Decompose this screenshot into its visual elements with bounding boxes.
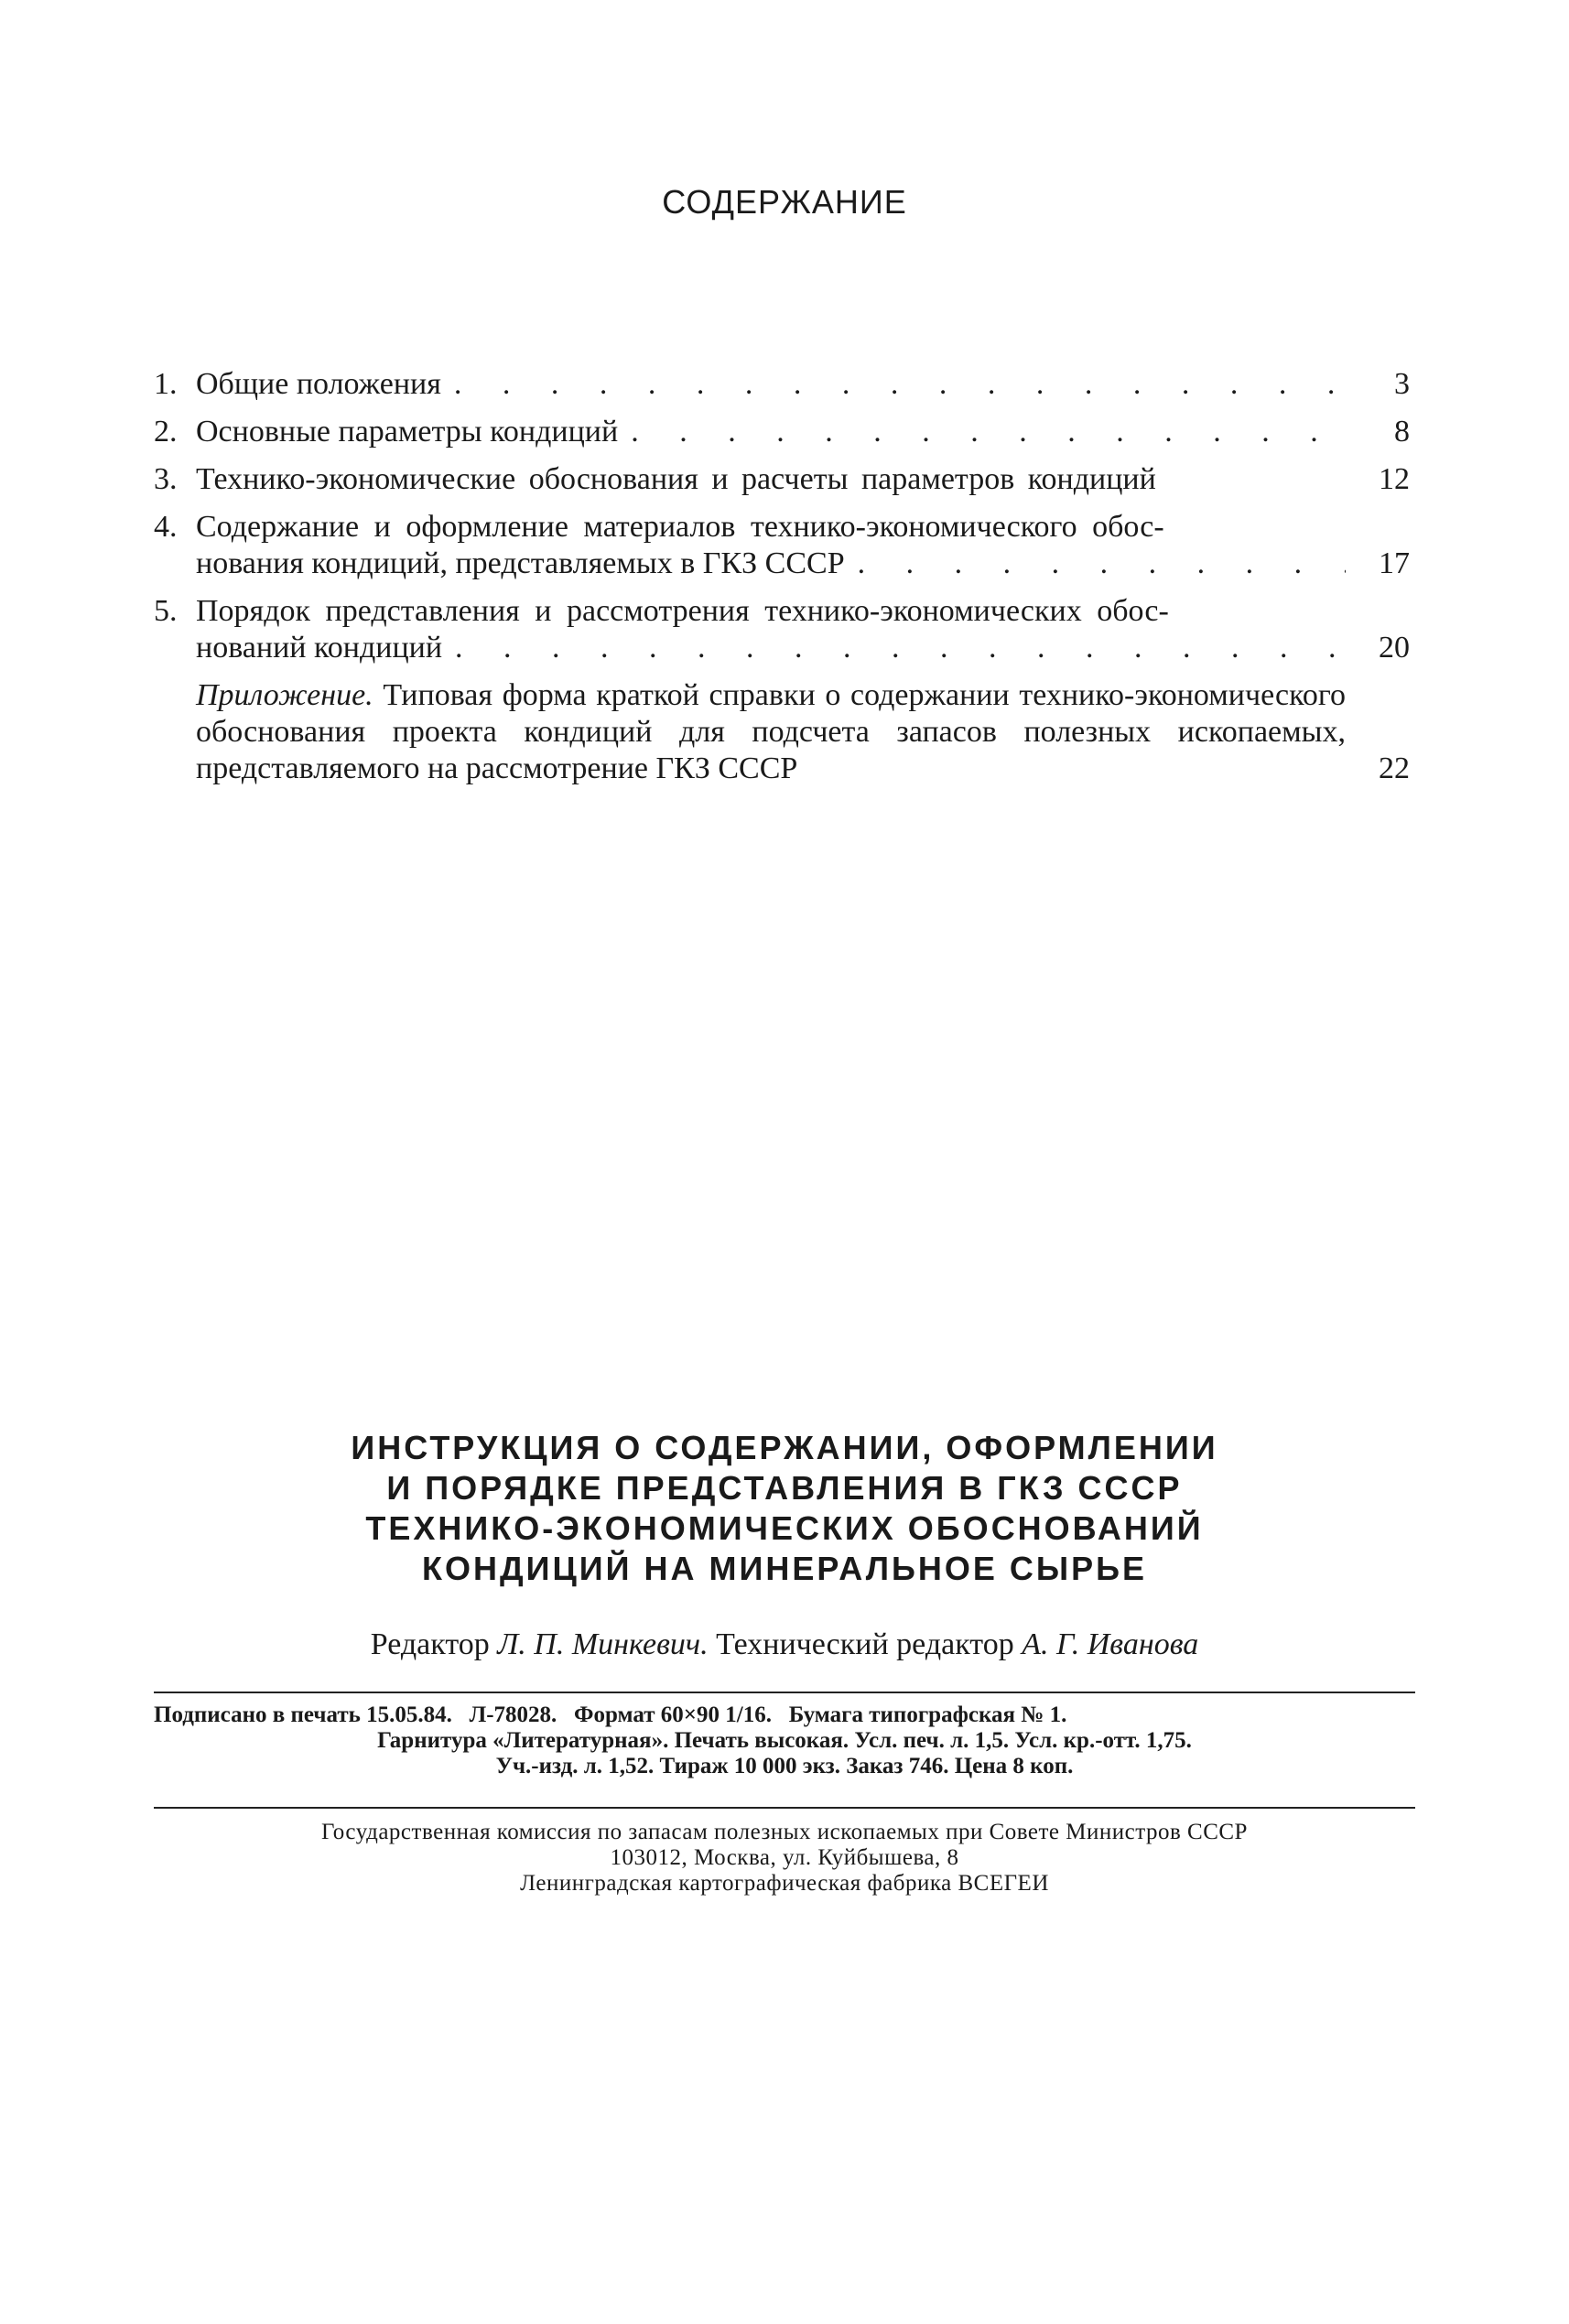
colophon-title-line: КОНДИЦИЙ НА МИНЕРАЛЬНОЕ СЫРЬЕ	[422, 1550, 1147, 1587]
imprint-line: Уч.-изд. л. 1,52. Тираж 10 000 экз. Заказ 746. Цена 8 коп.	[495, 1754, 1074, 1778]
toc-item-text-line1: Порядок представления и рассмотрения технико-экономических обос-	[196, 594, 1169, 628]
toc-item-text: Основные параметры кондиций	[196, 415, 619, 449]
toc-item-text: Общие положения	[196, 367, 441, 401]
toc-appendix	[154, 677, 1410, 787]
colophon-title-line: И ПОРЯДКЕ ПРЕДСТАВЛЕНИЯ В ГКЗ СССР	[386, 1469, 1183, 1507]
toc-item-line2	[196, 546, 1346, 582]
dot-leader	[442, 630, 1346, 666]
toc-item-page: 8	[1394, 415, 1410, 449]
toc-item-body	[196, 461, 1346, 498]
toc-item-number: 4.	[154, 510, 178, 544]
toc-item-body	[196, 414, 1346, 450]
toc-item-page: 17	[1379, 546, 1410, 580]
toc-item-text-line1: Содержание и оформление материалов технико-экономического обос-	[196, 510, 1164, 544]
table-of-contents	[154, 366, 1410, 787]
toc-item-4	[154, 509, 1410, 582]
toc-item-1	[154, 366, 1410, 403]
editor-label: Редактор	[370, 1627, 490, 1661]
toc-title: СОДЕРЖАНИЕ	[662, 183, 907, 221]
toc-item-number: 1.	[154, 367, 178, 401]
toc-item-3	[154, 461, 1410, 498]
publisher-info	[154, 1820, 1415, 1897]
toc-item-text: Технико-экономические обоснования и расчеты параметров кондиций	[196, 462, 1156, 496]
imprint-line: Подписано в печать 15.05.84. Л-78028. Формат 60×90 1/16. Бумага типографская № 1.	[154, 1702, 1067, 1727]
toc-appendix-body	[196, 677, 1346, 787]
toc-appendix-text: Типовая форма краткой справки о содержании технико-экономического обоснования проекта кондиций для подсчета запасов полезных ископаемых, представляемого на рассмотрение ГКЗ СССР	[196, 678, 1347, 785]
divider-rule-top	[154, 1692, 1415, 1693]
toc-item-page: 12	[1379, 462, 1410, 496]
toc-item-body	[196, 366, 1346, 403]
toc-item-text-line2: нования кондиций, представляемых в ГКЗ СССР	[196, 546, 845, 580]
editor-name: Л. П. Минкевич.	[497, 1627, 709, 1661]
toc-item-number: 5.	[154, 594, 178, 628]
tech-editor-label: Технический редактор	[716, 1627, 1014, 1661]
toc-item-page: 3	[1394, 367, 1410, 401]
toc-item-number: 3.	[154, 462, 178, 496]
divider-rule-bottom	[154, 1807, 1415, 1809]
toc-appendix-page: 22	[1379, 751, 1410, 785]
toc-item-2	[154, 414, 1410, 450]
publisher-line: 103012, Москва, ул. Куйбышева, 8	[610, 1845, 959, 1870]
publisher-line: Ленинградская картографическая фабрика ВСЕГЕИ	[520, 1871, 1049, 1896]
toc-item-body	[196, 593, 1346, 666]
publisher-line: Государственная комиссия по запасам полезных ископаемых при Совете Министров СССР	[321, 1820, 1248, 1844]
colophon-title-line: ИНСТРУКЦИЯ О СОДЕРЖАНИИ, ОФОРМЛЕНИИ	[351, 1429, 1218, 1466]
toc-item-line2	[196, 630, 1346, 666]
imprint-line: Гарнитура «Литературная». Печать высокая. Усл. печ. л. 1,5. Усл. кр.-отт. 1,75.	[377, 1728, 1192, 1753]
colophon-title-line: ТЕХНИКО-ЭКОНОМИЧЕСКИХ ОБОСНОВАНИЙ	[365, 1509, 1204, 1547]
toc-item-text-line2: нований кондиций	[196, 631, 443, 665]
dot-leader	[845, 546, 1346, 582]
tech-editor-name: А. Г. Иванова	[1022, 1627, 1199, 1661]
toc-item-body	[196, 509, 1346, 582]
toc-item-page: 20	[1379, 631, 1410, 665]
print-imprint	[154, 1702, 1415, 1779]
toc-appendix-label: Приложение.	[196, 678, 373, 712]
toc-item-number: 2.	[154, 415, 178, 449]
colophon-title	[0, 1428, 1569, 1589]
toc-item-5	[154, 593, 1410, 666]
editors-line	[0, 1627, 1569, 1662]
dot-leader	[618, 414, 1346, 450]
dot-leader	[441, 366, 1346, 403]
